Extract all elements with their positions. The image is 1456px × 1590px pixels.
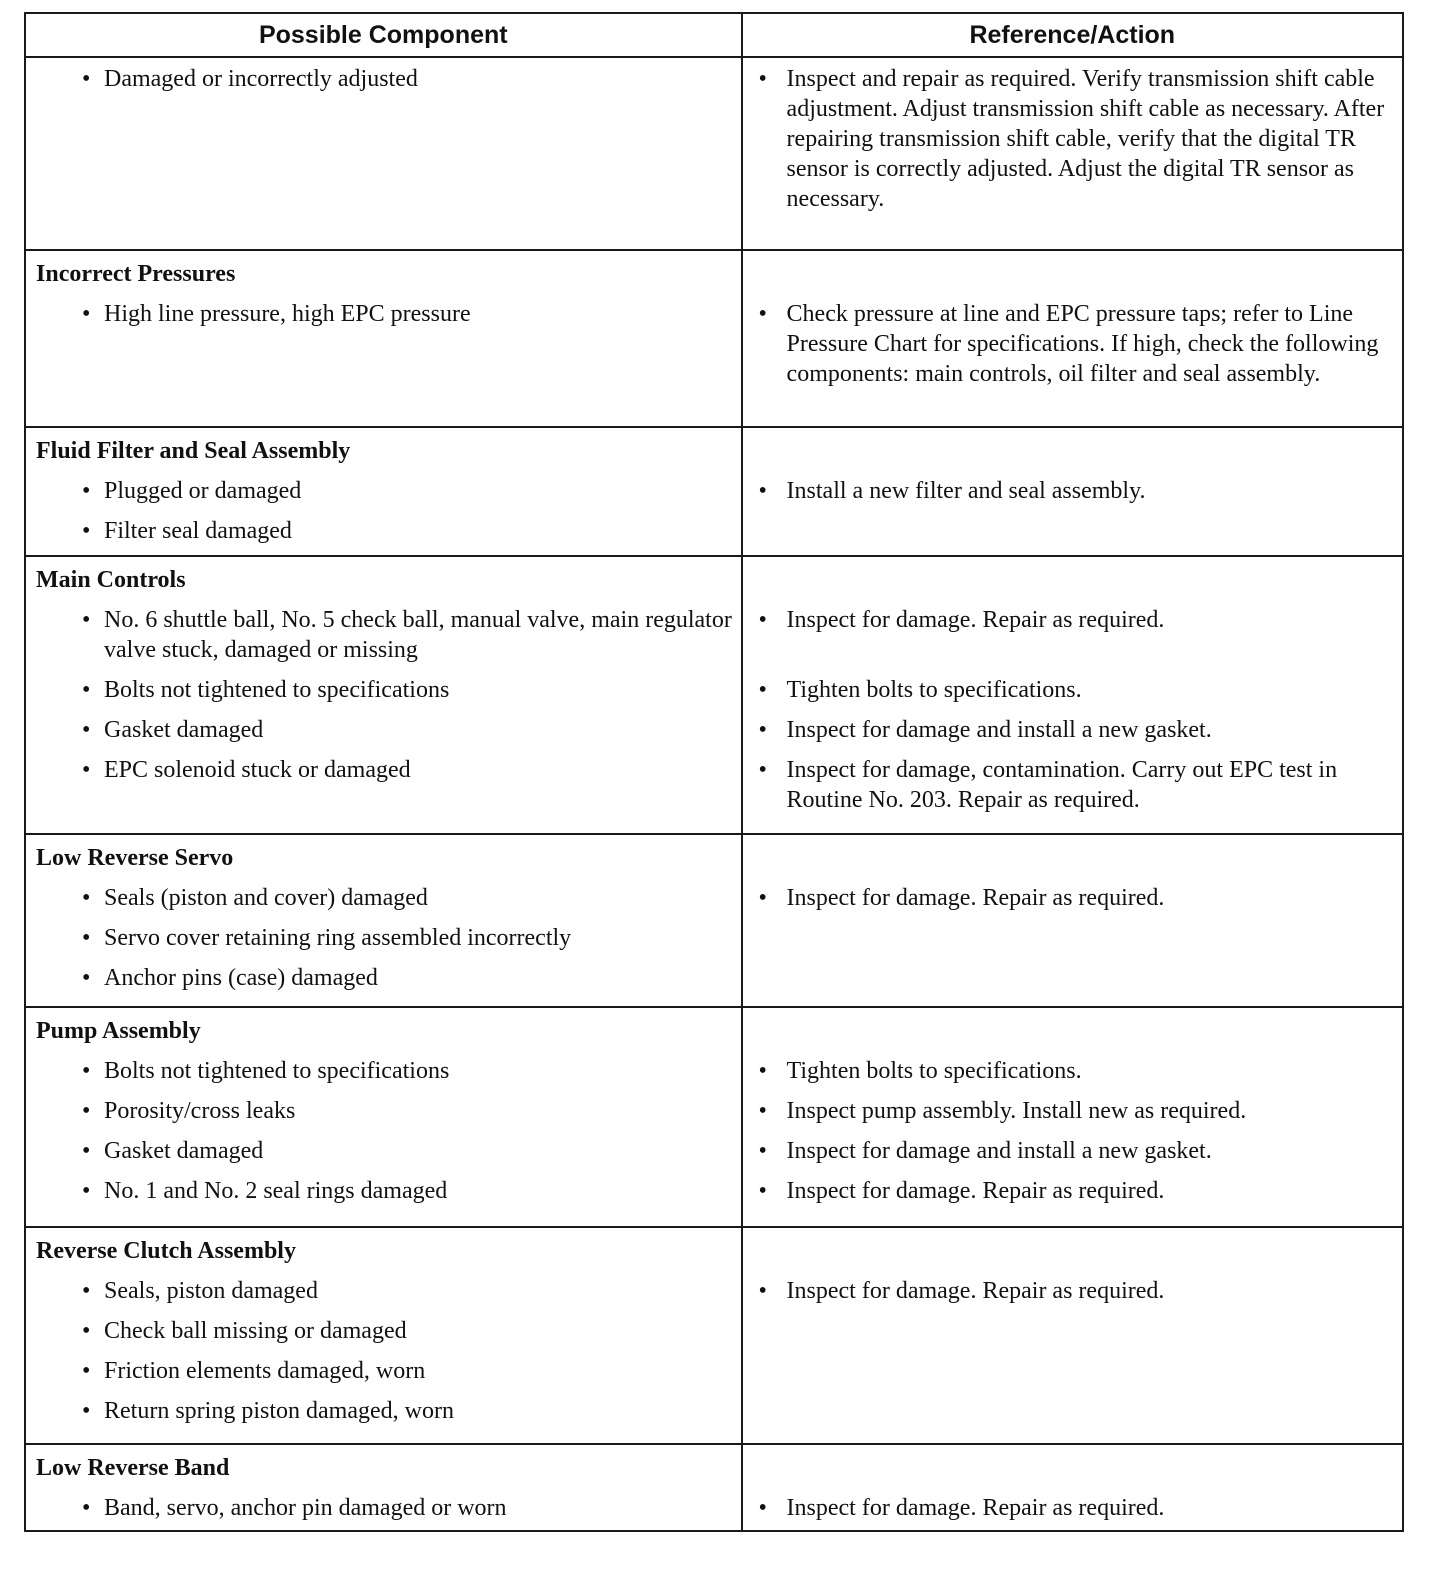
action-text: Inspect pump assembly. Install new as required. <box>786 1098 1247 1125</box>
action-text: Install a new filter and seal assembly. <box>786 478 1146 505</box>
action-cell <box>742 1227 1403 1444</box>
component-cell <box>25 1007 742 1226</box>
bullet-icon: • <box>758 607 767 634</box>
bullet-icon: • <box>758 1495 767 1522</box>
bullet-icon: • <box>82 1317 91 1344</box>
component-text: Filter seal damaged <box>104 518 292 545</box>
table-row <box>25 57 1403 250</box>
bullet-icon: • <box>82 1495 91 1522</box>
component-text: Band, servo, anchor pin damaged or worn <box>104 1495 507 1522</box>
list-item <box>26 605 741 665</box>
bullet-icon: • <box>758 885 767 912</box>
bullet-icon: • <box>82 66 91 92</box>
list-item <box>26 299 741 329</box>
component-text: Bolts not tightened to specifications <box>104 1058 450 1085</box>
action-text: Inspect for damage. Repair as required. <box>786 1178 1165 1205</box>
list-item <box>26 1136 741 1166</box>
table-header-row <box>25 13 1403 57</box>
list-item <box>26 715 741 745</box>
action-text: Tighten bolts to specifications. <box>786 1058 1082 1085</box>
component-cell <box>25 250 742 427</box>
component-cell <box>25 834 742 1007</box>
list-item <box>26 923 741 953</box>
group-title: Low Reverse Band <box>36 1455 230 1482</box>
bullet-icon: • <box>758 1277 767 1304</box>
component-cell <box>25 57 742 250</box>
list-item <box>26 1493 741 1523</box>
list-item <box>743 1176 1402 1206</box>
group-title: Pump Assembly <box>36 1018 201 1045</box>
bullet-icon: • <box>82 1397 91 1424</box>
bullet-icon: • <box>758 301 767 328</box>
table-row <box>25 250 1403 427</box>
list-item <box>26 1056 741 1086</box>
list-item <box>743 883 1402 913</box>
action-text: Inspect for damage. Repair as required. <box>786 1277 1165 1304</box>
table-row <box>25 1227 1403 1444</box>
bullet-icon: • <box>758 1058 767 1085</box>
component-cell <box>25 427 742 556</box>
group-title: Reverse Clutch Assembly <box>36 1237 296 1264</box>
component-text: Gasket damaged <box>104 1138 264 1165</box>
bullet-icon: • <box>82 677 91 704</box>
action-cell <box>742 250 1403 427</box>
bullet-icon: • <box>82 607 91 634</box>
list-item <box>26 1096 741 1126</box>
action-cell <box>742 1444 1403 1531</box>
bullet-icon: • <box>82 757 91 784</box>
list-item <box>743 1096 1402 1126</box>
bullet-icon: • <box>758 1178 767 1205</box>
list-item <box>743 476 1402 506</box>
list-item <box>26 64 741 94</box>
component-text: No. 1 and No. 2 seal rings damaged <box>104 1178 448 1205</box>
list-item <box>26 516 741 546</box>
bullet-icon: • <box>82 1277 91 1304</box>
action-cell <box>742 1007 1403 1226</box>
action-text: Tighten bolts to specifications. <box>786 677 1082 704</box>
list-item <box>26 1276 741 1306</box>
list-item <box>26 1356 741 1386</box>
table-row <box>25 1007 1403 1226</box>
component-text: Damaged or incorrectly adjusted <box>104 66 418 92</box>
component-text: High line pressure, high EPC pressure <box>104 301 471 328</box>
list-item <box>26 1316 741 1346</box>
bullet-icon: • <box>758 1138 767 1165</box>
action-text: Inspect for damage and install a new gasket. <box>786 1138 1212 1165</box>
bullet-icon: • <box>82 925 91 952</box>
group-title: Incorrect Pressures <box>36 261 236 288</box>
group-title: Low Reverse Servo <box>36 845 234 872</box>
bullet-icon: • <box>758 677 767 704</box>
action-text: Inspect and repair as required. Verify transmission shift cable adjustment. Adjust transmission shift cable as necessary. After repairing transmission shift cable, verify that the digital TR sensor is correctly adjusted. Adjust the digital TR sensor as necessary. <box>786 66 1385 212</box>
component-cell <box>25 556 742 834</box>
action-text: Check pressure at line and EPC pressure taps; refer to Line Pressure Chart for specifications. If high, check the following components: main controls, oil filter and seal assembly. <box>786 301 1379 388</box>
bullet-icon: • <box>82 1357 91 1384</box>
list-item <box>743 1136 1402 1166</box>
list-item <box>743 715 1402 745</box>
list-item <box>26 883 741 913</box>
bullet-icon: • <box>82 1098 91 1125</box>
action-cell <box>742 556 1403 834</box>
component-text: Bolts not tightened to specifications <box>104 677 450 704</box>
bullet-icon: • <box>82 1058 91 1085</box>
component-text: Seals, piston damaged <box>104 1277 318 1304</box>
bullet-icon: • <box>82 717 91 744</box>
list-item <box>26 755 741 785</box>
component-text: Porosity/cross leaks <box>104 1098 296 1125</box>
action-text: Inspect for damage. Repair as required. <box>786 885 1165 912</box>
action-cell <box>742 57 1403 250</box>
component-cell <box>25 1227 742 1444</box>
list-item <box>743 1276 1402 1306</box>
list-item <box>26 1176 741 1206</box>
component-text: Check ball missing or damaged <box>104 1317 407 1344</box>
component-text: Servo cover retaining ring assembled incorrectly <box>104 925 572 952</box>
bullet-icon: • <box>758 66 767 92</box>
component-text: Friction elements damaged, worn <box>104 1357 426 1384</box>
list-item <box>743 64 1402 214</box>
component-text: Seals (piston and cover) damaged <box>104 885 428 912</box>
bullet-icon: • <box>82 301 91 328</box>
bullet-icon: • <box>758 478 767 505</box>
table-row <box>25 427 1403 556</box>
bullet-icon: • <box>82 478 91 505</box>
list-item <box>743 299 1402 389</box>
component-text: Anchor pins (case) damaged <box>104 965 378 992</box>
component-text: EPC solenoid stuck or damaged <box>104 757 411 784</box>
action-text: Inspect for damage. Repair as required. <box>786 1495 1165 1522</box>
list-item <box>26 963 741 993</box>
bullet-icon: • <box>82 1178 91 1205</box>
component-cell <box>25 1444 742 1531</box>
bullet-icon: • <box>82 1138 91 1165</box>
action-text: Inspect for damage and install a new gasket. <box>786 717 1212 744</box>
bullet-icon: • <box>758 1098 767 1125</box>
list-item <box>743 1056 1402 1086</box>
bullet-icon: • <box>758 717 767 744</box>
list-item <box>26 675 741 705</box>
component-text: No. 6 shuttle ball, No. 5 check ball, manual valve, main regulator valve stuck, damaged or missing <box>104 607 732 664</box>
action-cell <box>742 834 1403 1007</box>
action-cell <box>742 427 1403 556</box>
troubleshooting-table-wrapper <box>24 12 1404 1532</box>
bullet-icon: • <box>758 757 767 784</box>
bullet-icon: • <box>82 965 91 992</box>
list-item <box>26 476 741 506</box>
list-item <box>26 1396 741 1426</box>
group-title: Fluid Filter and Seal Assembly <box>36 438 351 465</box>
group-title: Main Controls <box>36 567 186 594</box>
action-text: Inspect for damage, contamination. Carry out EPC test in Routine No. 203. Repair as required. <box>786 757 1338 814</box>
table-row <box>25 1444 1403 1531</box>
bullet-icon: • <box>82 518 91 545</box>
header-possible-component: Possible Component <box>25 13 742 57</box>
component-text: Return spring piston damaged, worn <box>104 1397 454 1424</box>
list-item <box>743 605 1402 665</box>
list-item <box>743 755 1402 815</box>
list-item <box>743 1493 1402 1523</box>
table-row <box>25 834 1403 1007</box>
troubleshooting-table <box>24 12 1404 1532</box>
bullet-icon: • <box>82 885 91 912</box>
component-text: Gasket damaged <box>104 717 264 744</box>
table-row <box>25 556 1403 834</box>
list-item <box>743 675 1402 705</box>
action-text: Inspect for damage. Repair as required. <box>786 607 1165 634</box>
header-reference-action: Reference/Action <box>742 13 1403 57</box>
component-text: Plugged or damaged <box>104 478 302 505</box>
